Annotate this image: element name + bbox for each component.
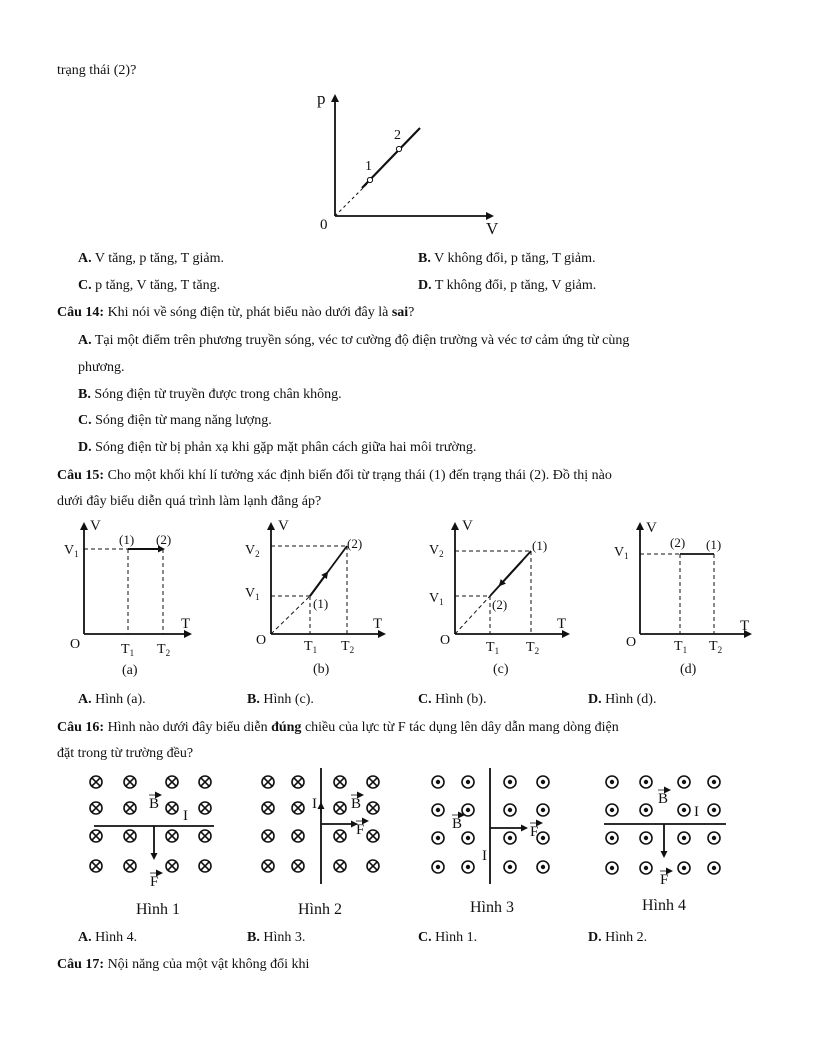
field-out-of-page-icon: [678, 804, 690, 816]
i-label: I: [482, 848, 487, 864]
q14-option-a-cont: phương.: [78, 360, 125, 375]
field-out-of-page-icon: [537, 832, 549, 844]
v2-label: $V_2$: [245, 543, 260, 559]
t1-label: $T_1$: [486, 640, 500, 656]
b-label: B: [149, 796, 160, 812]
field-out-of-page-icon: [678, 832, 690, 844]
b-label: B: [351, 796, 362, 812]
t-label: T: [557, 616, 567, 632]
field-out-of-page-icon: [640, 804, 652, 816]
field-out-of-page-icon: [537, 861, 549, 873]
f-label: F: [530, 824, 539, 840]
vt-graph-a: [60, 516, 210, 681]
origin-label: O: [70, 637, 81, 652]
graph-caption: (b): [313, 662, 330, 677]
field-out-of-page-icon: [504, 861, 516, 873]
q16-option-b: B. Hình 3.: [247, 930, 306, 945]
v-label: V: [462, 518, 473, 534]
field-out-of-page-icon: [432, 832, 444, 844]
field-into-page-icon: [367, 860, 379, 872]
field-into-page-icon: [199, 860, 211, 872]
origin-label: 0: [320, 217, 328, 233]
field-into-page-icon: [262, 802, 274, 814]
v-label: V: [646, 520, 657, 536]
field-figure-3: [426, 766, 566, 920]
field-out-of-page-icon: [606, 832, 618, 844]
i-label: I: [183, 808, 188, 824]
field-into-page-icon: [124, 776, 136, 788]
q13-option-c: C. p tăng, V tăng, T tăng.: [78, 278, 221, 293]
field-into-page-icon: [124, 830, 136, 842]
field-out-of-page-icon: [640, 862, 652, 874]
field-into-page-icon: [334, 776, 346, 788]
cross-field-marks: [90, 776, 211, 872]
b-label: B: [452, 816, 463, 832]
field-out-of-page-icon: [708, 832, 720, 844]
field-into-page-icon: [367, 776, 379, 788]
vt-graph-c: [422, 516, 572, 681]
graph-caption: (d): [680, 662, 697, 677]
vt-graph-b: [238, 516, 388, 681]
field-out-of-page-icon: [432, 804, 444, 816]
t-label: T: [373, 616, 383, 632]
field-into-page-icon: [334, 830, 346, 842]
figure-caption: Hình 2: [298, 901, 342, 918]
v2-label: $V_2$: [429, 543, 444, 559]
field-out-of-page-icon: [537, 776, 549, 788]
state-2-label: (2): [156, 532, 172, 547]
b-label: B: [658, 791, 669, 807]
q16-option-a: A. Hình 4.: [78, 930, 138, 945]
graph-caption: (c): [493, 662, 509, 677]
v1-label: $V_1$: [245, 586, 260, 602]
state-1-label: 1: [365, 159, 372, 174]
f-label: F: [356, 822, 365, 838]
t2-label: $T_2$: [709, 639, 723, 655]
field-out-of-page-icon: [462, 861, 474, 873]
q15-stem-line2: dưới đây biểu diễn quá trình làm lạnh đẳng áp?: [57, 494, 322, 509]
process-arrow: [310, 573, 327, 596]
field-into-page-icon: [292, 830, 304, 842]
state-2-label: (2): [492, 597, 508, 612]
f-label: F: [150, 874, 159, 890]
q15-stem: Câu 15: Cho một khối khí lí tưởng xác định biến đổi từ trạng thái (1) đến trạng thái (2). Đồ thị nào: [57, 468, 612, 483]
field-out-of-page-icon: [504, 832, 516, 844]
origin-label: O: [256, 633, 267, 648]
field-into-page-icon: [90, 776, 102, 788]
q15-option-a: A. Hình (a).: [78, 692, 146, 707]
extrapolation-dashed: [271, 596, 310, 634]
field-into-page-icon: [90, 802, 102, 814]
t2-label: $T_2$: [341, 639, 355, 655]
field-into-page-icon: [367, 830, 379, 842]
field-out-of-page-icon: [462, 804, 474, 816]
t2-label: $T_2$: [526, 640, 540, 656]
field-figure-1: [88, 770, 228, 920]
field-out-of-page-icon: [708, 776, 720, 788]
field-into-page-icon: [166, 802, 178, 814]
field-out-of-page-icon: [537, 804, 549, 816]
field-out-of-page-icon: [432, 861, 444, 873]
field-into-page-icon: [166, 776, 178, 788]
q14-option-a: A. Tại một điểm trên phương truyền sóng, véc tơ cường độ điện trường và véc tơ cảm ứng từ cùng: [78, 333, 630, 348]
extrapolation-dashed: [455, 596, 490, 634]
field-into-page-icon: [334, 802, 346, 814]
process-arrow: [500, 561, 522, 585]
field-into-page-icon: [166, 830, 178, 842]
q16-option-c: C. Hình 1.: [418, 930, 478, 945]
state-1-label: (1): [119, 532, 135, 547]
field-out-of-page-icon: [432, 776, 444, 788]
t-label: T: [181, 616, 191, 632]
t1-label: $T_1$: [121, 642, 135, 658]
field-out-of-page-icon: [606, 804, 618, 816]
v-label: V: [278, 518, 289, 534]
field-into-page-icon: [124, 860, 136, 872]
state-2-label: 2: [394, 128, 401, 143]
t1-label: $T_1$: [304, 639, 318, 655]
v1-label: $V_1$: [64, 543, 79, 559]
p-axis-label: p: [317, 89, 326, 108]
field-out-of-page-icon: [678, 776, 690, 788]
field-into-page-icon: [166, 860, 178, 872]
field-into-page-icon: [292, 776, 304, 788]
i-label: I: [312, 796, 317, 812]
field-into-page-icon: [199, 776, 211, 788]
field-into-page-icon: [90, 860, 102, 872]
field-out-of-page-icon: [708, 804, 720, 816]
field-out-of-page-icon: [462, 776, 474, 788]
t2-label: $T_2$: [157, 642, 171, 658]
q14-stem: Câu 14: Khi nói về sóng điện từ, phát biểu nào dưới đây là sai?: [57, 305, 415, 320]
v1-label: $V_1$: [614, 545, 629, 561]
origin-label: O: [626, 635, 637, 650]
figure-caption: Hình 3: [470, 899, 514, 916]
q16-stem-line2: đặt trong từ trường đều?: [57, 746, 194, 761]
field-out-of-page-icon: [640, 776, 652, 788]
v1-label: $V_1$: [429, 591, 444, 607]
q16-option-d: D. Hình 2.: [588, 930, 648, 945]
field-into-page-icon: [124, 802, 136, 814]
field-into-page-icon: [334, 860, 346, 872]
v-label: V: [90, 518, 101, 534]
field-out-of-page-icon: [462, 832, 474, 844]
v-axis-label: V: [486, 219, 499, 238]
i-label: I: [694, 804, 699, 820]
figure-caption: Hình 1: [136, 901, 180, 918]
q14-option-b: B. Sóng điện từ truyền được trong chân không.: [78, 387, 342, 402]
q17-stem: Câu 17: Nội năng của một vật không đổi khi: [57, 957, 310, 972]
previous-question-tail: trạng thái (2)?: [57, 63, 137, 78]
field-out-of-page-icon: [606, 776, 618, 788]
t-label: T: [740, 618, 750, 634]
state-2-label: (2): [347, 536, 363, 551]
field-out-of-page-icon: [708, 862, 720, 874]
f-label: F: [660, 872, 669, 888]
state-2-label: (2): [670, 535, 686, 550]
state-1-label: (1): [532, 538, 548, 553]
field-out-of-page-icon: [504, 776, 516, 788]
figure-caption: Hình 4: [642, 897, 686, 914]
field-into-page-icon: [199, 802, 211, 814]
q15-option-b: B. Hình (c).: [247, 692, 314, 707]
state-1-point: [367, 177, 372, 182]
q13-option-a: A. V tăng, p tăng, T giảm.: [78, 251, 224, 266]
vt-graph-d: [610, 516, 760, 681]
state-2-point: [396, 146, 401, 151]
field-figure-4: [600, 766, 740, 920]
field-into-page-icon: [292, 802, 304, 814]
field-into-page-icon: [367, 802, 379, 814]
state-1-label: (1): [706, 537, 722, 552]
field-out-of-page-icon: [678, 862, 690, 874]
q16-stem: Câu 16: Hình nào dưới đây biểu diễn đúng chiều của lực từ F tác dụng lên dây dẫn mang dòng điện: [57, 720, 619, 735]
field-into-page-icon: [262, 776, 274, 788]
q15-option-d: D. Hình (d).: [588, 692, 657, 707]
origin-label: O: [440, 633, 451, 648]
field-into-page-icon: [292, 860, 304, 872]
q14-option-c: C. Sóng điện từ mang năng lượng.: [78, 413, 272, 428]
q13-option-d: D. T không đổi, p tăng, V giảm.: [418, 278, 597, 293]
field-into-page-icon: [199, 830, 211, 842]
field-into-page-icon: [262, 860, 274, 872]
field-into-page-icon: [90, 830, 102, 842]
field-out-of-page-icon: [504, 804, 516, 816]
q15-option-c: C. Hình (b).: [418, 692, 487, 707]
state-1-label: (1): [313, 596, 329, 611]
field-out-of-page-icon: [606, 862, 618, 874]
q14-option-d: D. Sóng điện từ bị phản xạ khi gặp mặt phân cách giữa hai môi trường.: [78, 440, 477, 455]
pv-graph: [300, 88, 500, 238]
q13-option-b: B. V không đổi, p tăng, T giảm.: [418, 251, 596, 266]
field-out-of-page-icon: [640, 832, 652, 844]
field-into-page-icon: [262, 830, 274, 842]
field-figure-2: [256, 766, 396, 920]
t1-label: $T_1$: [674, 639, 688, 655]
graph-caption: (a): [122, 663, 138, 678]
